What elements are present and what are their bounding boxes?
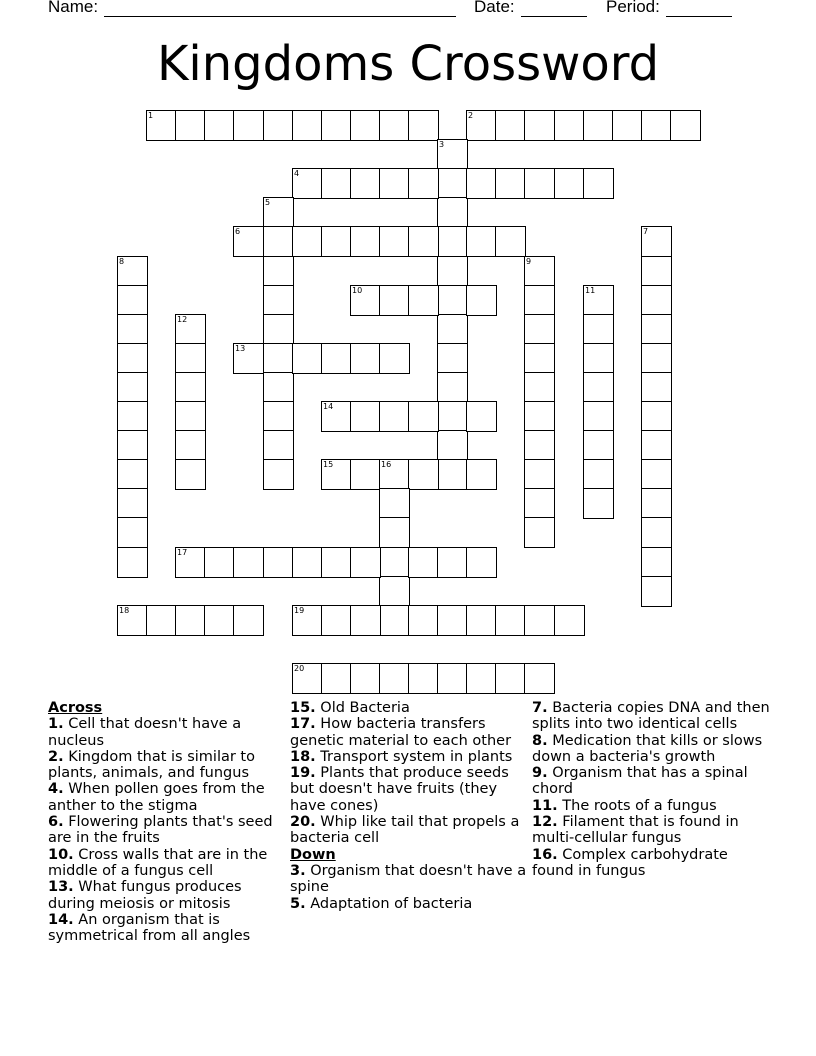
crossword-cell[interactable] [495,605,526,636]
crossword-cell[interactable] [350,343,381,374]
across-clue [48,879,288,912]
across-clue [48,814,288,847]
crossword-cell[interactable] [292,343,323,374]
down-clue [290,863,530,896]
crossword-cell[interactable] [350,226,381,257]
crossword-cell[interactable] [524,488,555,519]
clues-column-2 [290,700,530,912]
across-clue [48,847,288,880]
crossword-cell[interactable] [117,459,148,490]
crossword-cell[interactable] [641,517,672,548]
crossword-cell[interactable] [641,372,672,403]
crossword-cell[interactable] [437,605,468,636]
crossword-cell[interactable] [466,547,497,578]
down-clue [532,733,772,766]
crossword-cell[interactable] [117,547,148,578]
clue-number: 3 [439,140,445,149]
clue-number: 8 [119,257,125,266]
clue-number-label: 15. [290,700,316,716]
crossword-cell[interactable] [408,401,439,432]
crossword-cell[interactable] [292,110,323,141]
across-clue [48,912,288,945]
crossword-cell[interactable] [612,110,643,141]
down-clue [532,798,772,814]
clue-text: How bacteria transfers genetic material to each other [290,716,512,749]
crossword-cell[interactable] [641,430,672,461]
crossword-cell[interactable] [641,256,672,287]
crossword-cell[interactable] [263,110,294,141]
clue-number: 17 [177,548,188,557]
clue-number-label: 19. [290,765,316,782]
across-clue [290,814,530,847]
crossword-cell[interactable] [379,401,410,432]
clue-number: 20 [294,664,305,673]
crossword-cell[interactable] [292,547,323,578]
clue-number: 10 [352,286,363,295]
crossword-cell[interactable] [524,110,555,141]
crossword-cell[interactable] [583,314,614,345]
page-title: Kingdoms Crossword [156,36,660,92]
crossword-cell[interactable] [379,110,410,141]
crossword-cell[interactable] [437,663,468,694]
crossword-cell[interactable] [670,110,701,141]
name-label: Name: [48,0,99,16]
crossword-cell[interactable] [524,343,555,374]
clue-number: 14 [323,402,334,411]
period-label: Period: [606,0,660,16]
clue-number: 6 [235,227,241,236]
crossword-cell[interactable] [379,285,410,316]
clue-number-label: 8. [532,732,548,749]
crossword-cell[interactable] [233,547,264,578]
crossword-cell[interactable] [524,285,555,316]
clue-text: Organism that has a spinal chord [532,765,748,798]
crossword-cell[interactable] [117,372,148,403]
clue-text: The roots of a fungus [557,797,717,814]
crossword-cell[interactable] [379,488,410,519]
clue-text: Flowering plants that's seed are in the fruits [48,814,273,847]
clue-text: Organism that doesn't have a spine [290,862,527,896]
crossword-cell[interactable] [204,547,235,578]
across-clue [290,765,530,814]
crossword-cell[interactable] [437,285,468,316]
crossword-cell[interactable] [641,576,672,607]
crossword-cell[interactable] [175,459,206,490]
crossword-cell[interactable] [466,605,497,636]
clue-number: 15 [323,460,334,469]
crossword-cell[interactable] [524,401,555,432]
down-clue [532,814,772,847]
crossword-cell[interactable] [175,372,206,403]
crossword-cell[interactable] [146,605,177,636]
crossword-cell[interactable] [379,168,410,199]
crossword-cell[interactable] [117,488,148,519]
crossword-cell[interactable] [233,110,264,141]
clue-number-label: 7. [532,700,548,716]
clue-text: Medication that kills or slows down a bacteria's growth [532,732,763,765]
crossword-cell[interactable] [583,168,614,199]
crossword-cell[interactable] [379,663,410,694]
clue-text: Whip like tail that propels a bacteria cell [290,814,520,847]
crossword-cell[interactable] [437,459,468,490]
name-field[interactable] [48,0,456,17]
date-field[interactable] [474,0,587,17]
crossword-cell[interactable] [117,343,148,374]
clue-number-label: 18. [290,748,316,765]
crossword-cell[interactable] [379,517,410,548]
crossword-cell[interactable] [117,401,148,432]
crossword-cell[interactable] [641,401,672,432]
crossword-cell[interactable] [495,110,526,141]
clue-text: Cell that doesn't have a nucleus [48,716,242,749]
across-heading: Across [48,700,103,716]
crossword-cell[interactable] [117,314,148,345]
crossword-cell[interactable] [379,343,410,374]
crossword-cell[interactable] [350,168,381,199]
crossword-cell[interactable] [583,372,614,403]
crossword-cell[interactable] [350,663,381,694]
crossword-cell[interactable] [321,605,352,636]
date-label: Date: [474,0,515,16]
crossword-cell[interactable] [524,168,555,199]
crossword-cell[interactable] [379,576,410,607]
clue-number: 16 [381,460,392,469]
crossword-cell[interactable] [583,488,614,519]
crossword-cell[interactable] [641,488,672,519]
clue-text: What fungus produces during meiosis or mitosis [48,879,242,912]
crossword-cell[interactable] [583,343,614,374]
clue-number: 7 [643,227,649,236]
crossword-cell[interactable] [437,226,468,257]
crossword-cell[interactable] [437,168,468,199]
clue-number-label: 2. [48,748,64,765]
crossword-cell[interactable] [641,459,672,490]
crossword-cell[interactable] [263,226,294,257]
crossword-cell[interactable] [175,430,206,461]
crossword-cell[interactable] [350,459,381,490]
crossword-cell[interactable] [554,168,585,199]
crossword-cell[interactable] [583,401,614,432]
clue-text: Filament that is found in multi-cellular fungus [532,814,739,847]
crossword-cell[interactable] [641,285,672,316]
clue-number-label: 12. [532,814,558,831]
clue-number-label: 6. [48,814,64,831]
down-clue [532,765,772,798]
clue-number: 19 [294,606,305,615]
crossword-cell[interactable] [117,285,148,316]
clue-number: 2 [468,111,474,120]
crossword-cell[interactable] [321,663,352,694]
crossword-cell[interactable] [583,430,614,461]
crossword-cell[interactable] [583,459,614,490]
clue-number-label: 5. [290,895,306,912]
crossword-cell[interactable] [554,110,585,141]
down-heading: Down [290,846,336,863]
clue-number-label: 9. [532,765,548,782]
crossword-cell[interactable] [204,110,235,141]
crossword-cell[interactable] [524,663,555,694]
crossword-cell[interactable] [263,256,294,287]
crossword-cell[interactable] [641,314,672,345]
name-blank[interactable] [104,0,456,17]
across-clue [48,716,288,749]
clue-number: 18 [119,606,130,615]
crossword-cell[interactable] [466,285,497,316]
crossword-cell[interactable] [554,605,585,636]
crossword-cell[interactable] [641,547,672,578]
clue-text: An organism that is symmetrical from all angles [48,911,251,945]
crossword-cell[interactable] [263,343,294,374]
crossword-cell[interactable] [263,372,294,403]
crossword-cell[interactable] [175,343,206,374]
crossword-cell[interactable] [437,256,468,287]
crossword-cell[interactable] [263,430,294,461]
crossword-cell[interactable] [204,605,235,636]
crossword-cell[interactable] [321,110,352,141]
crossword-cell[interactable] [175,110,206,141]
clue-text: Old Bacteria [315,700,410,716]
clue-number-label: 1. [48,716,64,733]
student-info-header [48,0,768,21]
clue-number-label: 17. [290,716,316,733]
crossword-cell[interactable] [263,401,294,432]
clue-number-label: 10. [48,846,74,863]
crossword-cell[interactable] [321,168,352,199]
down-clue [532,700,772,733]
crossword-cell[interactable] [437,343,468,374]
crossword-cell[interactable] [408,226,439,257]
crossword-cell[interactable] [175,401,206,432]
across-clue [290,700,530,716]
crossword-cell[interactable] [379,226,410,257]
crossword-cell[interactable] [263,285,294,316]
crossword-cell[interactable] [117,517,148,548]
crossword-cell[interactable] [321,343,352,374]
crossword-cell[interactable] [641,110,672,141]
crossword-cell[interactable] [350,401,381,432]
crossword-cell[interactable] [408,168,439,199]
clue-text: Kingdom that is similar to plants, animals, and fungus [48,748,255,782]
crossword-cell[interactable] [408,110,439,141]
crossword-cell[interactable] [524,517,555,548]
clue-number-label: 14. [48,911,74,928]
clue-number: 12 [177,315,188,324]
crossword-cell[interactable] [408,547,439,578]
across-clue [290,716,530,749]
crossword-cell[interactable] [524,314,555,345]
crossword-cell[interactable] [466,401,497,432]
clue-number-label: 3. [290,862,306,879]
crossword-cell[interactable] [350,605,381,636]
crossword-cell[interactable] [437,314,468,345]
crossword-cell[interactable] [437,401,468,432]
crossword-cell[interactable] [233,605,264,636]
across-clue [290,749,530,765]
crossword-cell[interactable] [408,605,439,636]
clue-text: Plants that produce seeds but doesn't have fruits (they have cones) [290,765,509,814]
crossword-cell[interactable] [350,110,381,141]
crossword-cell[interactable] [321,547,352,578]
crossword-cell[interactable] [437,430,468,461]
clue-number: 13 [235,344,246,353]
clue-text: Bacteria copies DNA and then splits into two identical cells [532,700,770,733]
clue-text: When pollen goes from the anther to the stigma [48,781,265,814]
clue-number: 5 [265,198,271,207]
down-clue [532,847,772,880]
clue-number-label: 13. [48,879,74,896]
clue-number-label: 16. [532,846,558,863]
clue-number-label: 4. [48,781,64,798]
clues-column-1 [48,700,288,944]
clue-number-label: 20. [290,814,316,831]
period-blank[interactable] [666,0,732,17]
clue-text: Adaptation of bacteria [305,895,473,912]
crossword-cell[interactable] [466,168,497,199]
clue-text: Transport system in plants [315,748,513,765]
clue-text: Cross walls that are in the middle of a fungus cell [48,846,268,879]
crossword-cell[interactable] [495,168,526,199]
crossword-cell[interactable] [350,547,381,578]
crossword-cell[interactable] [466,663,497,694]
crossword-cell[interactable] [408,663,439,694]
clues-column-3 [532,700,772,879]
crossword-cell[interactable] [437,547,468,578]
crossword-cell[interactable] [641,343,672,374]
crossword-cell[interactable] [524,430,555,461]
clue-number: 1 [148,111,154,120]
crossword-cell[interactable] [466,226,497,257]
crossword-cell[interactable] [437,197,468,228]
down-clue [290,896,530,912]
across-clue [48,781,288,814]
period-field[interactable] [606,0,732,17]
crossword-cell[interactable] [263,547,294,578]
crossword-cell[interactable] [408,459,439,490]
crossword-cell[interactable] [466,459,497,490]
crossword-cell[interactable] [292,226,323,257]
across-clue [48,749,288,782]
crossword-cell[interactable] [524,605,555,636]
crossword-cell[interactable] [583,110,614,141]
crossword-cell[interactable] [524,372,555,403]
date-blank[interactable] [521,0,587,17]
clue-number: 9 [526,257,532,266]
clue-number-label: 11. [532,797,558,814]
clue-text: Complex carbohydrate found in fungus [532,846,728,879]
crossword-cell[interactable] [117,430,148,461]
crossword-cell[interactable] [495,226,526,257]
clue-number: 11 [585,286,596,295]
crossword-cell[interactable] [263,314,294,345]
crossword-cell[interactable] [495,663,526,694]
clue-number: 4 [294,169,300,178]
crossword-cell[interactable] [175,605,206,636]
crossword-cell[interactable] [263,459,294,490]
crossword-cell[interactable] [379,547,410,578]
crossword-cell[interactable] [437,372,468,403]
crossword-cell[interactable] [379,605,410,636]
crossword-cell[interactable] [321,226,352,257]
crossword-cell[interactable] [408,285,439,316]
crossword-cell[interactable] [524,459,555,490]
